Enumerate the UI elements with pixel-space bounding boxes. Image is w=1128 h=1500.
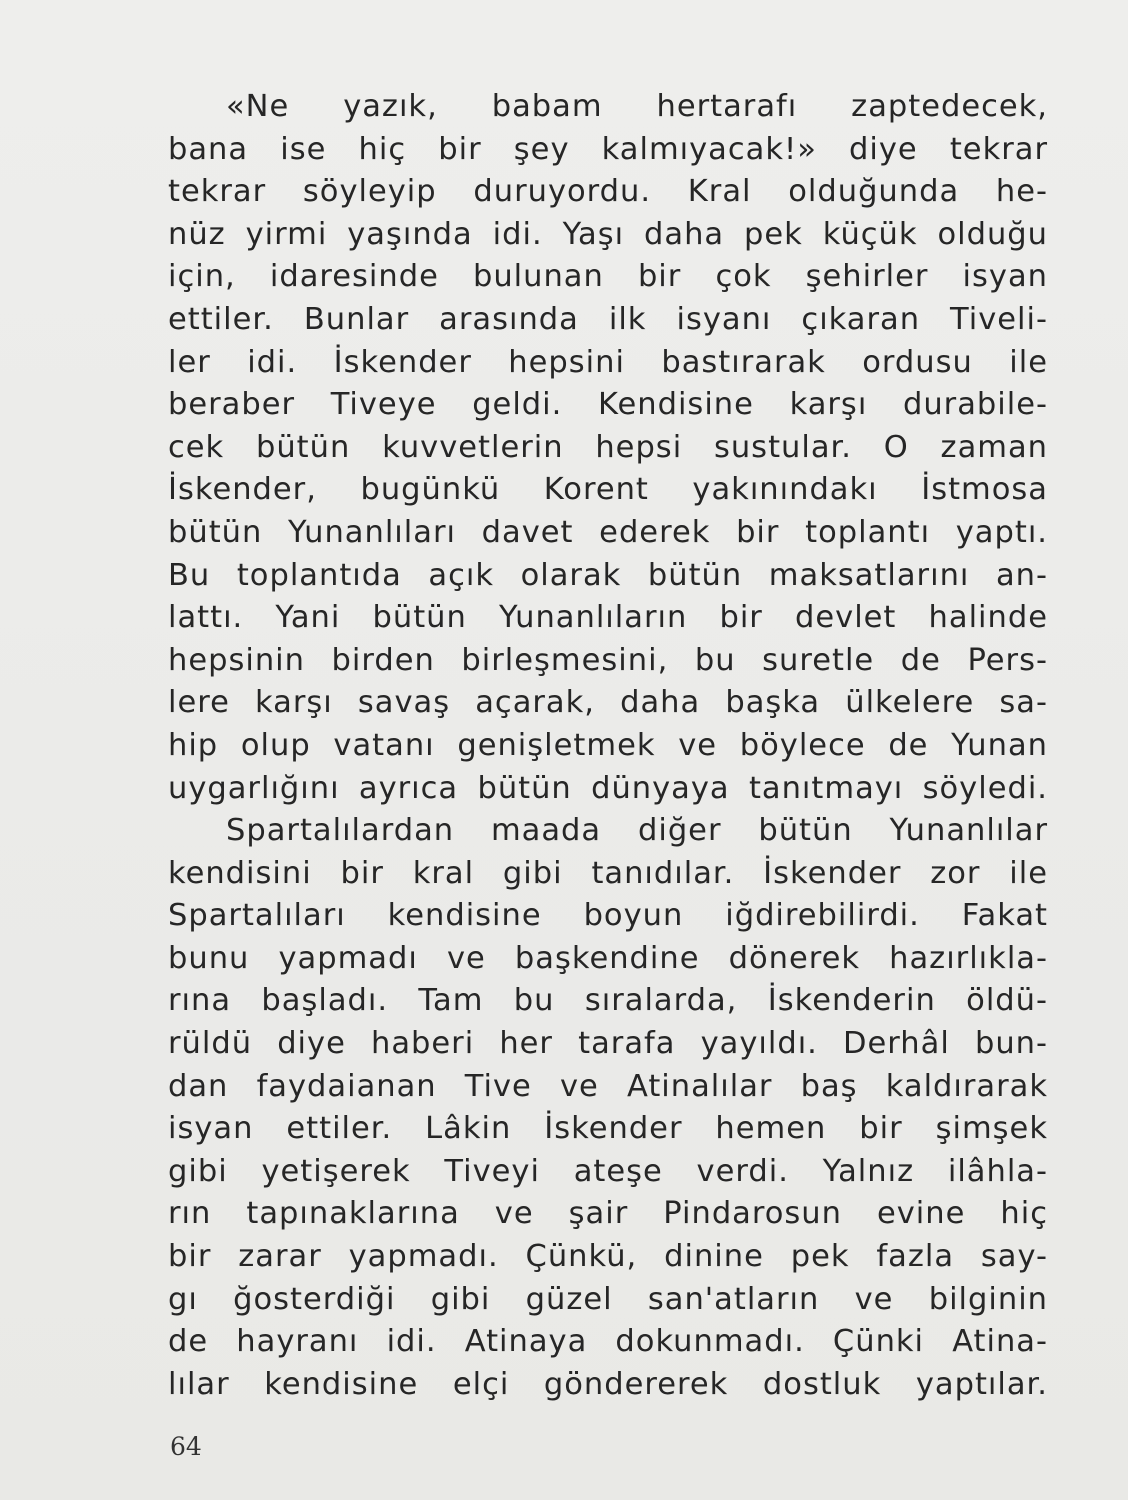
- text-line: rın tapınaklarına ve şair Pindarosun evine hiç: [168, 1196, 1048, 1232]
- text-line: beraber Tiveye geldi. Kendisine karşı durabile-: [168, 387, 1048, 423]
- text-line: İskender, bugünkü Korent yakınındakı İstmosa: [168, 472, 1048, 508]
- text-line: rına başladı. Tam bu sıralarda, İskenderin öldü-: [168, 983, 1048, 1019]
- text-line: de hayranı idi. Atinaya dokunmadı. Çünki Atina-: [168, 1324, 1048, 1360]
- text-line: bütün Yunanlıları davet ederek bir toplantı yaptı.: [168, 514, 1048, 550]
- text-line: Bu toplantıda açık olarak bütün maksatlarını an-: [168, 557, 1048, 593]
- text-line: lattı. Yani bütün Yunanlıların bir devlet halinde: [168, 600, 1048, 636]
- text-line: dan faydaianan Tive ve Atinalılar baş kaldırarak: [168, 1068, 1048, 1104]
- text-line: ettiler. Bunlar arasında ilk isyanı çıkaran Tiveli-: [168, 301, 1048, 337]
- text-line: bir zarar yapmadı. Çünkü, dinine pek fazla say-: [168, 1239, 1048, 1275]
- text-line: tekrar söyleyip duruyordu. Kral olduğunda he-: [168, 174, 1048, 210]
- text-line: hepsinin birden birleşmesini, bu suretle de Pers-: [168, 642, 1048, 678]
- text-line: gı ğosterdiği gibi güzel san'atların ve bilginin: [168, 1281, 1048, 1317]
- text-line: cek bütün kuvvetlerin hepsi sustular. O zaman: [168, 429, 1048, 465]
- text-line: isyan ettiler. Lâkin İskender hemen bir şimşek: [168, 1111, 1048, 1147]
- text-line: uygarlığını ayrıca bütün dünyaya tanıtmayı söyledi.: [168, 770, 1048, 806]
- page-number: 64: [170, 1432, 202, 1461]
- text-line: Spartalılardan maada diğer bütün Yunanlılar: [226, 813, 1048, 849]
- text-line: için, idaresinde bulunan bir çok şehirler isyan: [168, 259, 1048, 295]
- text-line: Spartalıları kendisine boyun iğdirebilirdi. Fakat: [168, 898, 1048, 934]
- text-line: lere karşı savaş açarak, daha başka ülkelere sa-: [168, 685, 1048, 721]
- text-line: gibi yetişerek Tiveyi ateşe verdi. Yalnız ilâhla-: [168, 1153, 1048, 1189]
- body-text: [168, 86, 1048, 1406]
- text-line: ler idi. İskender hepsini bastırarak ordusu ile: [168, 344, 1048, 380]
- text-line: «Ne yazık, babam hertarafı zaptedecek,: [226, 89, 1048, 124]
- text-line: bana ise hiç bir şey kalmıyacak!» diye tekrar: [168, 131, 1048, 167]
- text-line: hip olup vatanı genişletmek ve böylece de Yunan: [168, 727, 1048, 763]
- text-line: nüz yirmi yaşında idi. Yaşı daha pek küçük olduğu: [168, 216, 1048, 252]
- text-line: bunu yapmadı ve başkendine dönerek hazırlıkla-: [168, 940, 1048, 976]
- text-line: rüldü diye haberi her tarafa yayıldı. Derhâl bun-: [168, 1026, 1048, 1062]
- text-line: lılar kendisine elçi göndererek dostluk yaptılar.: [168, 1366, 1048, 1402]
- text-line: kendisini bir kral gibi tanıdılar. İskender zor ile: [168, 855, 1048, 891]
